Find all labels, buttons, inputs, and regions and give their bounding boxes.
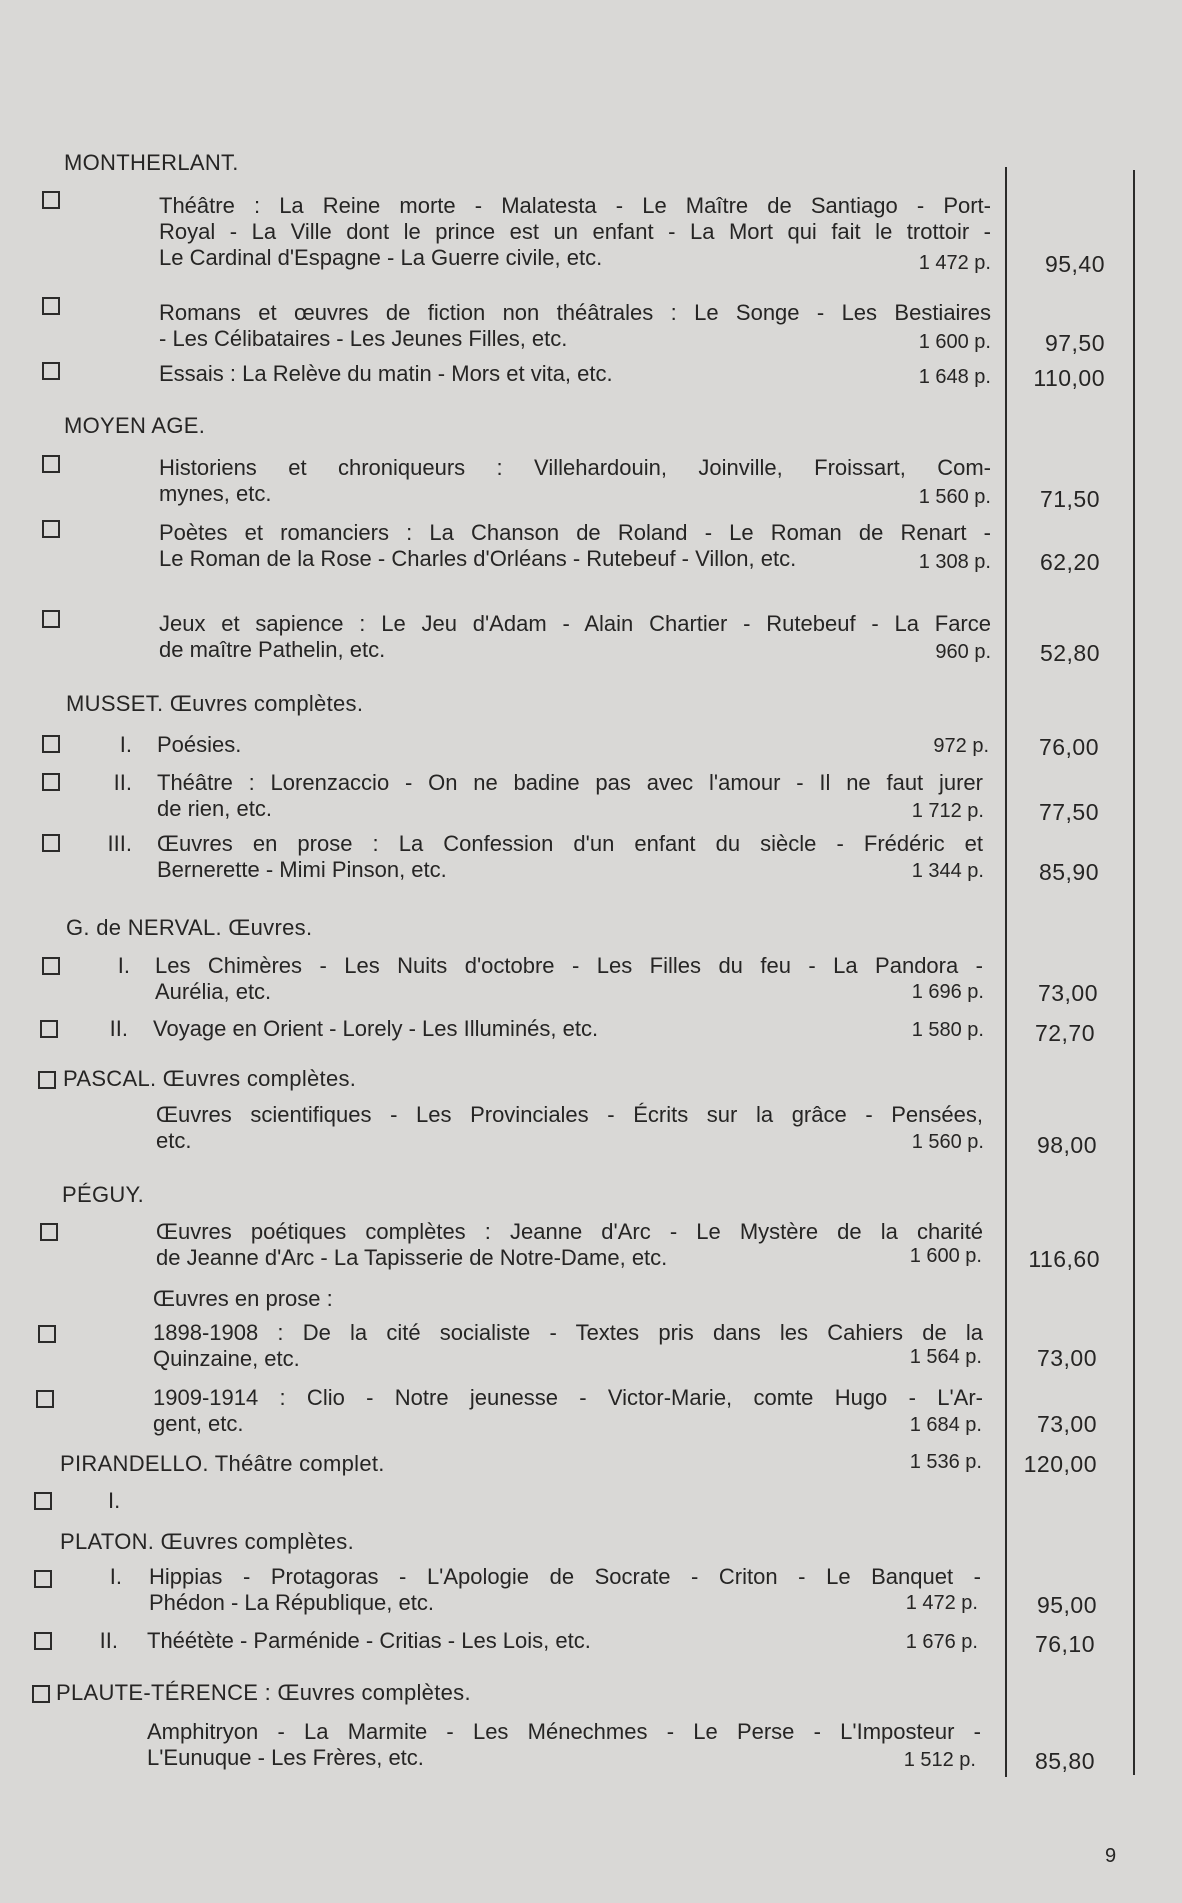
order-checkbox[interactable]: [42, 735, 60, 753]
volume-number: I.: [117, 953, 130, 978]
volume-number: I.: [109, 1564, 122, 1589]
order-checkbox[interactable]: [42, 957, 60, 975]
entry-description: Théâtre : La Reine morte - Malatesta - Le Maître de Santiago - Port- Royal - La Ville dont le prince est un enfant - La Mort qui fait le trottoir - Le Cardinal d'Espagne - La Guerre civile, etc.: [159, 193, 991, 270]
entry-description: Œuvres scientifiques - Les Provinciales - Écrits sur la grâce - Pensées, etc.: [156, 1102, 983, 1153]
order-checkbox[interactable]: [34, 1632, 52, 1650]
order-checkbox[interactable]: [42, 362, 60, 380]
page-count: 1 560 p.: [911, 1131, 984, 1153]
price: 62,20: [1039, 549, 1100, 575]
page-count: 1 676 p.: [905, 1631, 978, 1653]
page-count: 1 600 p.: [918, 331, 991, 353]
page-count: 1 560 p.: [918, 486, 991, 508]
price: 77,50: [1038, 799, 1099, 825]
price: 116,60: [1028, 1246, 1100, 1272]
entry-description: Jeux et sapience : Le Jeu d'Adam - Alain Chartier - Rutebeuf - La Farce de maître Pathelin, etc.: [159, 611, 991, 662]
order-checkbox[interactable]: [36, 1390, 54, 1408]
price: 52,80: [1039, 640, 1100, 666]
page-count: 1 648 p.: [918, 366, 991, 388]
order-checkbox[interactable]: [42, 610, 60, 628]
price: 73,00: [1037, 980, 1098, 1006]
order-checkbox[interactable]: [38, 1071, 56, 1089]
page-count: 1 684 p.: [909, 1414, 982, 1436]
page-count: 972 p.: [933, 735, 989, 757]
section-heading-pascal: PASCAL. Œuvres complètes.: [63, 1066, 357, 1091]
page-number: 9: [1105, 1845, 1117, 1867]
volume-number: I.: [119, 732, 132, 757]
entry-description: Voyage en Orient - Lorely - Les Illuminés, etc.: [153, 1016, 599, 1041]
price: 120,00: [1023, 1451, 1097, 1477]
entry-description: Poésies.: [157, 732, 242, 757]
order-checkbox[interactable]: [42, 834, 60, 852]
order-checkbox[interactable]: [38, 1325, 56, 1343]
price: 71,50: [1039, 486, 1100, 512]
price: 85,80: [1034, 1748, 1095, 1774]
order-checkbox[interactable]: [32, 1685, 50, 1703]
price: 110,00: [1033, 365, 1105, 391]
order-checkbox[interactable]: [34, 1492, 52, 1510]
column-rule-left: [1005, 167, 1007, 1777]
price: 73,00: [1036, 1345, 1097, 1371]
order-checkbox[interactable]: [42, 191, 60, 209]
order-checkbox[interactable]: [40, 1223, 58, 1241]
price: 95,40: [1044, 251, 1105, 277]
entry-description: Œuvres en prose : La Confession d'un enfant du siècle - Frédéric et Bernerette - Mimi Pinson, etc.: [157, 831, 983, 882]
entry-description: Les Chimères - Les Nuits d'octobre - Les Filles du feu - La Pandora - Aurélia, etc.: [155, 953, 983, 1004]
section-heading-montherlant: MONTHERLANT.: [64, 150, 239, 175]
page-count: 1 712 p.: [911, 800, 984, 822]
entry-description: Théétète - Parménide - Critias - Les Lois, etc.: [147, 1628, 591, 1653]
section-heading-peguy: PÉGUY.: [62, 1182, 145, 1207]
page-count: 1 696 p.: [911, 981, 984, 1003]
page-count: 1 512 p.: [903, 1749, 976, 1771]
price: 72,70: [1034, 1020, 1095, 1046]
price: 95,00: [1036, 1592, 1097, 1618]
order-checkbox[interactable]: [40, 1020, 58, 1038]
section-heading-plaute-terence: PLAUTE-TÉRENCE : Œuvres complètes.: [56, 1680, 471, 1705]
page-count: 960 p.: [935, 641, 991, 663]
price: 85,90: [1038, 859, 1099, 885]
volume-number: II.: [109, 1016, 128, 1041]
section-heading-moyen-age: MOYEN AGE.: [64, 413, 206, 438]
page-count: 1 308 p.: [918, 551, 991, 573]
volume-number: III.: [107, 831, 132, 856]
section-heading-musset: MUSSET. Œuvres complètes.: [66, 691, 364, 716]
volume-number: II.: [99, 1628, 118, 1653]
entry-description: Romans et œuvres de fiction non théâtrales : Le Songe - Les Bestiaires - Les Célibataires - Les Jeunes Filles, etc.: [159, 300, 991, 351]
order-checkbox[interactable]: [42, 773, 60, 791]
page-count: 1 600 p.: [909, 1245, 982, 1267]
page-count: 1 344 p.: [911, 860, 984, 882]
column-rule-right: [1133, 170, 1135, 1775]
price: 76,10: [1034, 1631, 1095, 1657]
volume-number: I.: [108, 1488, 121, 1513]
entry-description: Œuvres poétiques complètes : Jeanne d'Arc - Le Mystère de la charité de Jeanne d'Arc - La Tapisserie de Notre-Dame, etc.: [156, 1219, 983, 1270]
section-heading-platon: PLATON. Œuvres complètes.: [60, 1529, 355, 1554]
subheading-prose: Œuvres en prose :: [153, 1286, 333, 1311]
page-count: 1 536 p.: [909, 1451, 982, 1473]
entry-description: 1909-1914 : Clio - Notre jeunesse - Victor-Marie, comte Hugo - L'Ar- gent, etc.: [153, 1385, 983, 1436]
page-count: 1 472 p.: [905, 1592, 978, 1614]
page-count: 1 472 p.: [918, 252, 991, 274]
entry-description: Hippias - Protagoras - L'Apologie de Socrate - Criton - Le Banquet - Phédon - La République, etc.: [149, 1564, 981, 1615]
order-checkbox[interactable]: [34, 1570, 52, 1588]
entry-description: Essais : La Relève du matin - Mors et vita, etc.: [159, 361, 613, 386]
order-checkbox[interactable]: [42, 520, 60, 538]
entry-description: Poètes et romanciers : La Chanson de Roland - Le Roman de Renart - Le Roman de la Rose - Charles d'Orléans - Rutebeuf - Villon, etc.: [159, 520, 991, 571]
order-checkbox[interactable]: [42, 297, 60, 315]
entry-description: Théâtre : Lorenzaccio - On ne badine pas avec l'amour - Il ne faut jurer de rien, etc.: [157, 770, 983, 821]
entry-description: 1898-1908 : De la cité socialiste - Textes pris dans les Cahiers de la Quinzaine, etc.: [153, 1320, 983, 1371]
price: 76,00: [1038, 734, 1099, 760]
entry-description: Historiens et chroniqueurs : Villehardouin, Joinville, Froissart, Com- mynes, etc.: [159, 455, 991, 506]
order-checkbox[interactable]: [42, 455, 60, 473]
price: 98,00: [1036, 1132, 1097, 1158]
page-count: 1 564 p.: [909, 1346, 982, 1368]
entry-description: Amphitryon - La Marmite - Les Ménechmes - Le Perse - L'Imposteur - L'Eunuque - Les Frères, etc.: [147, 1719, 981, 1770]
price: 97,50: [1044, 330, 1105, 356]
price: 73,00: [1036, 1411, 1097, 1437]
page-count: 1 580 p.: [911, 1019, 984, 1041]
section-heading-pirandello: PIRANDELLO. Théâtre complet.: [60, 1451, 385, 1476]
volume-number: II.: [113, 770, 132, 795]
section-heading-nerval: G. de NERVAL. Œuvres.: [66, 915, 313, 940]
